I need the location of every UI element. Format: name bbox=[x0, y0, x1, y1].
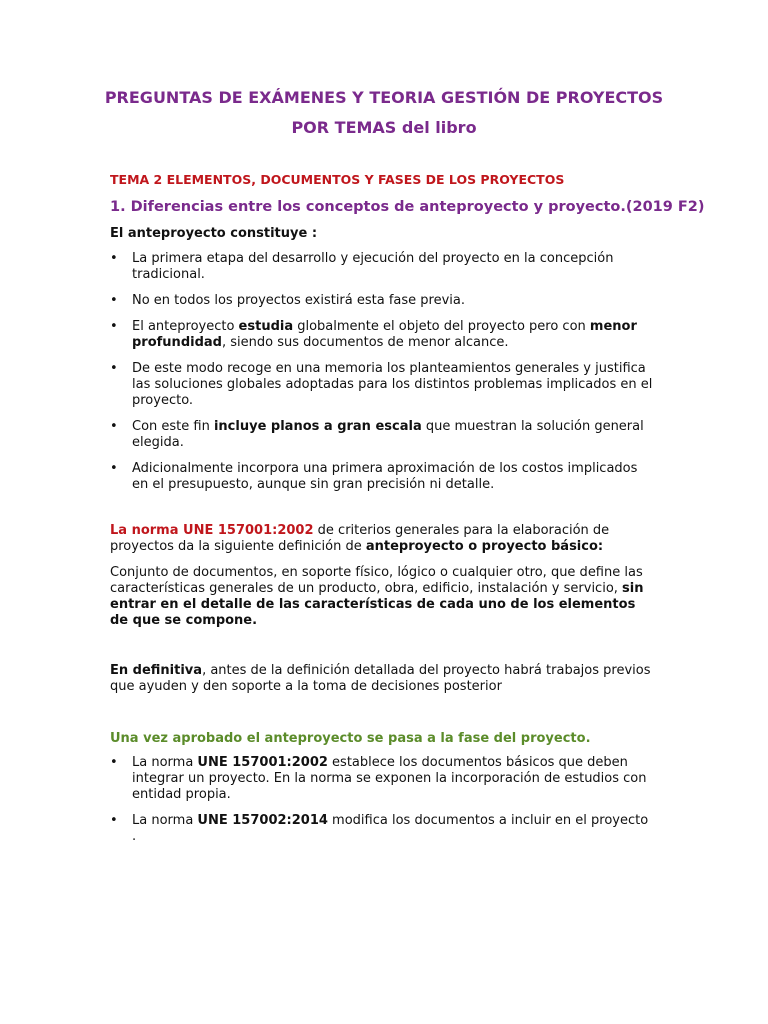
conclusion-text: , antes de la definición detallada del proyecto habrá trabajos previos que ayuden y den soporte a la toma de decisiones posterior bbox=[110, 663, 651, 694]
norma-bullet-list bbox=[110, 755, 656, 855]
conclusion-paragraph bbox=[110, 663, 656, 695]
list-item-text: De este modo recoge en una memoria los planteamientos generales y justifica las soluciones globales adoptadas para los distintos problemas implicados en el proyecto. bbox=[132, 361, 653, 408]
list-item-bold-text: incluye planos a gran escala bbox=[213, 419, 422, 434]
list-item-bold-text: UNE 157001:2002 bbox=[197, 755, 328, 770]
norma-paragraph bbox=[110, 523, 656, 555]
list-item-text: que muestran la solución general elegida. bbox=[132, 419, 644, 450]
definition-paragraph bbox=[110, 565, 656, 629]
approval-heading: Una vez aprobado el anteproyecto se pasa a la fase del proyecto. bbox=[110, 731, 591, 746]
document-title-line-2: POR TEMAS del libro bbox=[291, 118, 477, 137]
question-heading: 1. Diferencias entre los conceptos de anteproyecto y proyecto.(2019 F2) bbox=[110, 199, 705, 215]
tema-heading: TEMA 2 ELEMENTOS, DOCUMENTOS Y FASES DE LOS PROYECTOS bbox=[110, 172, 565, 187]
intro-text: El anteproyecto constituye : bbox=[110, 226, 318, 241]
definition-bold-text: sin entrar en el detalle de las características de cada uno de los elementos de que se compone. bbox=[110, 581, 644, 628]
list-item bbox=[110, 251, 656, 283]
list-item bbox=[110, 461, 656, 493]
list-item-text: La primera etapa del desarrollo y ejecución del proyecto en la concepción tradicional. bbox=[132, 251, 614, 282]
document-title-line-1: PREGUNTAS DE EXÁMENES Y TEORIA GESTIÓN DE PROYECTOS bbox=[104, 88, 664, 107]
list-item-text: Adicionalmente incorpora una primera aproximación de los costos implicados en el presupuesto, aunque sin gran precisión ni detalle. bbox=[132, 461, 638, 492]
list-item-bold-text: UNE 157002:2014 bbox=[197, 813, 328, 828]
list-item-text: No en todos los proyectos existirá esta fase previa. bbox=[132, 293, 465, 308]
conclusion-lead: En definitiva bbox=[110, 663, 203, 678]
list-item bbox=[110, 293, 656, 309]
definition-text: Conjunto de documentos, en soporte físico, lógico o cualquier otro, que define las características generales de un producto, obra, edificio, instalación y servicio, bbox=[110, 565, 643, 596]
list-item bbox=[110, 813, 656, 845]
norma-text: de criterios generales para la elaboración de proyectos da la siguiente definición de bbox=[110, 523, 610, 554]
list-item-text: , siendo sus documentos de menor alcance. bbox=[221, 335, 509, 350]
list-item-text: La norma bbox=[132, 755, 198, 770]
list-item bbox=[110, 755, 656, 803]
list-item-text: El anteproyecto bbox=[132, 319, 239, 334]
list-item-bold-text: estudia bbox=[238, 319, 294, 334]
list-item-text: modifica los documentos a incluir en el proyecto . bbox=[132, 813, 649, 844]
anteproyecto-bullet-list bbox=[110, 251, 656, 503]
list-item-text: Con este fin bbox=[132, 419, 214, 434]
list-item-bold-text: menor profundidad bbox=[132, 319, 637, 350]
list-item-text: La norma bbox=[132, 813, 198, 828]
list-item-text: globalmente el objeto del proyecto pero con bbox=[293, 319, 590, 334]
list-item bbox=[110, 419, 656, 451]
norma-reference: La norma UNE 157001:2002 bbox=[110, 523, 314, 538]
list-item bbox=[110, 361, 656, 409]
list-item-text: establece los documentos básicos que deben integrar un proyecto. En la norma se exponen la incorporación de estudios con entidad propia. bbox=[132, 755, 647, 802]
list-item bbox=[110, 319, 656, 351]
norma-term: anteproyecto o proyecto básico: bbox=[365, 539, 604, 554]
